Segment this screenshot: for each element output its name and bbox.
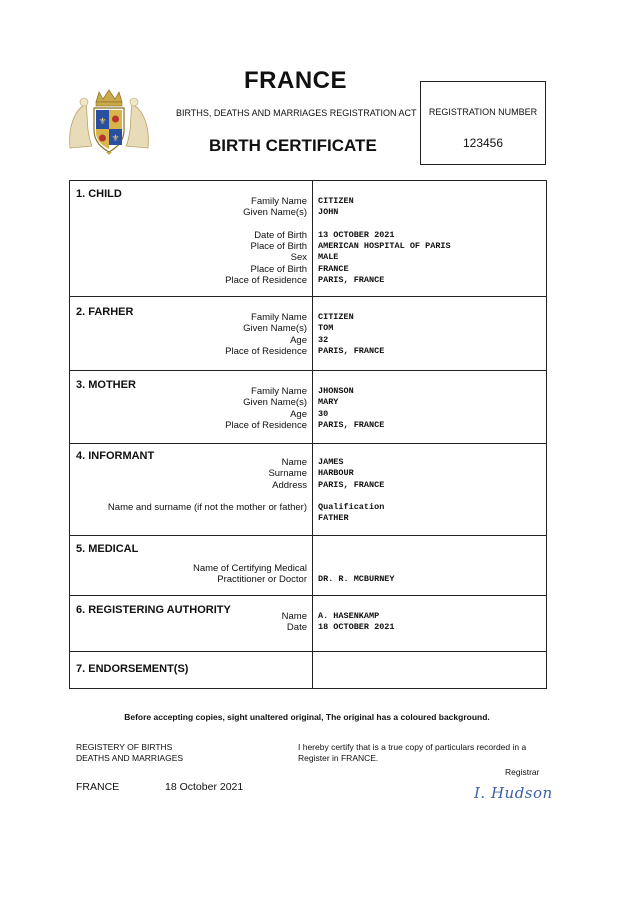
registering-labels	[282, 611, 307, 634]
registrar-label: Registrar	[505, 767, 540, 777]
medical-labels	[193, 563, 307, 586]
certification-statement	[298, 742, 526, 763]
field-value: CITIZEN	[318, 196, 354, 206]
field-label: Family Name	[251, 386, 307, 397]
father-labels	[225, 312, 307, 357]
registration-label: REGISTRATION NUMBER	[428, 107, 538, 117]
section-child	[70, 181, 547, 297]
field-value: 32	[318, 334, 329, 345]
field-label: Date	[286, 622, 307, 634]
field-value: MARY	[318, 397, 339, 408]
field-label: Place of Birth	[250, 241, 307, 253]
field-value: JAMES	[318, 457, 344, 467]
section-heading: 6. REGISTERING AUTHORITY	[76, 604, 231, 616]
section-heading: 2. FARHER	[76, 306, 134, 318]
field-value: JHONSON	[318, 386, 354, 396]
field-label: Place of Residence	[225, 419, 307, 431]
section-mother	[70, 371, 547, 444]
field-value: JOHN	[318, 207, 339, 218]
field-label: Sex	[290, 252, 307, 264]
certificate-table	[69, 180, 547, 689]
section-heading: 3. MOTHER	[76, 379, 136, 391]
country-title: FRANCE	[244, 67, 347, 94]
svg-text:⚜: ⚜	[98, 117, 107, 127]
field-value: AMERICAN HOSPITAL OF PARIS	[318, 241, 451, 252]
field-label: Practitioner or Doctor	[217, 574, 307, 586]
registrar-signature: I. Hudson	[474, 784, 553, 802]
field-value: PARIS, FRANCE	[318, 479, 385, 490]
spacer	[318, 219, 451, 230]
registration-number: 123456	[462, 136, 504, 150]
field-value: MALE	[318, 252, 339, 263]
field-label: Surname	[268, 468, 307, 480]
field-value: 30	[318, 408, 329, 419]
mother-labels	[225, 386, 307, 431]
field-value: 18 OCTOBER 2021	[318, 622, 395, 633]
field-value: FRANCE	[318, 263, 349, 274]
field-value: FATHER	[318, 513, 349, 524]
mother-values	[318, 386, 384, 431]
act-title: BIRTHS, DEATHS AND MARRIAGES REGISTRATION ACT	[176, 108, 417, 118]
field-label: Name	[281, 611, 307, 622]
field-value: CITIZEN	[318, 312, 354, 322]
field-value: PARIS, FRANCE	[318, 275, 385, 286]
certify-line: I hereby certify that is a true copy of particulars recorded in a	[298, 742, 527, 752]
field-label: Given Name(s)	[243, 207, 307, 219]
issue-place: FRANCE	[76, 781, 120, 793]
field-label: Age	[290, 334, 307, 346]
field-value: A. HASENKAMP	[318, 611, 380, 621]
document-title: BIRTH CERTIFICATE	[209, 136, 377, 155]
registry-line: REGISTERY OF BIRTHS	[76, 742, 173, 752]
field-label: Place of Birth	[250, 263, 307, 275]
section-informant	[70, 444, 547, 536]
field-value: HARBOUR	[318, 468, 354, 479]
section-heading: 7. ENDORSEMENT(S)	[76, 663, 189, 675]
spacer	[108, 491, 307, 502]
svg-text:⚜: ⚜	[111, 134, 120, 144]
field-label: Age	[290, 408, 307, 420]
field-value: 13 OCTOBER 2021	[318, 229, 395, 240]
field-label: Place of Residence	[225, 275, 307, 287]
child-labels	[225, 196, 307, 286]
field-label: Family Name	[251, 312, 307, 323]
medical-values	[318, 574, 395, 585]
section-heading: 1. CHILD	[76, 188, 122, 200]
original-notice: Before accepting copies, sight unaltered original, The original has a coloured background.	[124, 712, 490, 722]
coat-of-arms-icon	[66, 88, 152, 156]
field-label: Given Name(s)	[243, 397, 307, 409]
registering-values	[318, 611, 395, 634]
field-value: TOM	[318, 323, 334, 334]
registry-line: DEATHS AND MARRIAGES	[76, 752, 184, 763]
field-label: Name	[281, 457, 307, 468]
field-label: Name and surname (if not the mother or father)	[107, 502, 307, 514]
issue-date: 18 October 2021	[165, 781, 244, 793]
field-value: PARIS, FRANCE	[318, 345, 385, 356]
child-values	[318, 196, 451, 286]
section-heading: 5. MEDICAL	[76, 543, 139, 555]
section-medical	[70, 536, 547, 596]
section-endorsement	[70, 652, 547, 689]
field-label: Given Name(s)	[243, 323, 307, 335]
section-heading: 4. INFORMANT	[76, 450, 155, 462]
field-value: DR. R. MCBURNEY	[318, 574, 395, 584]
section-father	[70, 297, 547, 371]
father-values	[318, 312, 384, 357]
registry-name	[76, 742, 183, 763]
field-label: Date of Birth	[254, 229, 307, 241]
registration-number-box	[420, 81, 546, 165]
spacer	[225, 219, 307, 230]
field-label: Name of Certifying Medical	[192, 563, 307, 574]
informant-values	[318, 457, 384, 525]
section-registering-authority	[70, 596, 547, 652]
field-label: Family Name	[251, 196, 307, 207]
field-value: PARIS, FRANCE	[318, 419, 385, 430]
spacer	[318, 491, 384, 502]
informant-labels	[108, 457, 307, 513]
certify-line: Register in FRANCE.	[298, 752, 379, 763]
field-value: Qualification	[318, 502, 385, 513]
field-label: Address	[272, 479, 307, 491]
field-label: Place of Residence	[225, 345, 307, 357]
